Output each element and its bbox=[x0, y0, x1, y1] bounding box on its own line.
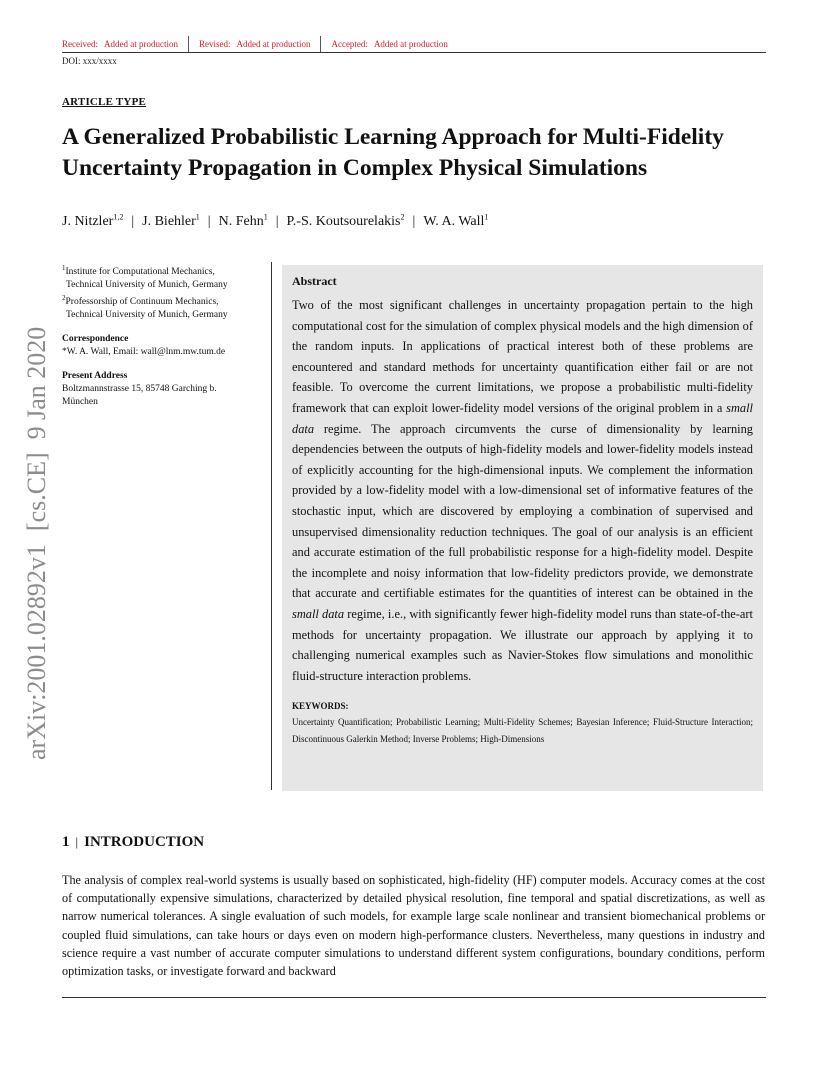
divider: | bbox=[207, 213, 211, 229]
author-info-column bbox=[62, 262, 262, 409]
author: W. A. Wall$^1$ bbox=[423, 212, 489, 229]
author: J. Biehler$^1$ bbox=[142, 212, 200, 229]
received-date: Received: Added at production bbox=[62, 39, 178, 49]
abstract-heading: Abstract bbox=[292, 274, 337, 288]
keywords-heading: KEYWORDS: bbox=[292, 701, 349, 712]
correspondence-heading: Correspondence bbox=[62, 334, 129, 345]
present-address-line: München bbox=[62, 397, 98, 408]
divider: | bbox=[275, 213, 279, 229]
author-list bbox=[62, 212, 488, 230]
keywords-text: Uncertainty Quantification; Probabilistic Learning; Multi-Fidelity Schemes; Bayesian Inference; Fluid-Structure Interaction; Discontinuous Galerkin Method; Inverse Problems; High-Dimensions bbox=[292, 717, 753, 745]
abstract-text: Two of the most significant challenges in uncertainty propagation pertain to the high computational cost for the simulation of complex physical models and the high dimension of the random inputs. In applications of practical interest both of these problems are encountered and standard methods for uncertainty quantification either fail or are not feasible. To overcome the current limitations, we propose a probabilistic multi-fidelity framework that can exploit lower-fidelity model versions of the original problem in a small data regime. The approach circumvents the curse of dimensionality by learning dependencies between the outputs of high-fidelity models and lower-fidelity models instead of explicitly accounting for the high-dimensional inputs. We complement the information provided by a low-fidelity model with a low-dimensional set of informative features of the stochastic input, which are discovered by employing a combination of supervised and unsupervised dimensionality reduction techniques. The goal of our analysis is an efficient and accurate estimation of the full probabilistic response for a high-fidelity model. Despite the incomplete and noisy information that low-fidelity predictors provide, we demonstrate that accurate and certifiable estimates for the quantities of interest can be obtained in the small data regime, i.e., with significantly fewer high-fidelity model runs than state-of-the-art methods for uncertainty propagation. We illustrate our approach by applying it to challenging numerical examples such as Navier-Stokes flow simulations and monolithic fluid-structure interaction problems. bbox=[292, 298, 753, 683]
column-divider bbox=[271, 262, 272, 790]
arxiv-stamp bbox=[0, 0, 60, 1086]
correspondence-text: *W. A. Wall, Email: wall@lnm.mw.tum.de bbox=[62, 347, 226, 358]
present-address-heading: Present Address bbox=[62, 371, 128, 382]
footer-rule bbox=[62, 997, 766, 998]
arxiv-stamp-text: arXiv:2001.02892v1 [cs.CE] 9 Jan 2020 bbox=[22, 326, 51, 760]
author: N. Fehn$^1$ bbox=[218, 212, 268, 229]
divider bbox=[320, 36, 321, 52]
present-address-line: Boltzmannstrasse 15, 85748 Garching b. bbox=[62, 384, 217, 395]
article-type: ARTICLE TYPE bbox=[62, 96, 147, 108]
divider: | bbox=[131, 213, 135, 229]
paper-title: A Generalized Probabilistic Learning Approach for Multi-Fidelity Uncertainty Propagation in Complex Physical Simulations bbox=[62, 124, 724, 181]
section-heading: 1 | INTRODUCTION bbox=[62, 834, 205, 850]
affiliation-1: $^1$Institute for Computational Mechanics, Technical University of Munich, Germany bbox=[62, 264, 228, 291]
divider: | bbox=[412, 213, 416, 229]
accepted-date: Accepted: Added at production bbox=[331, 39, 448, 49]
publication-dates bbox=[62, 36, 766, 52]
header-rule bbox=[62, 52, 766, 53]
author: J. Nitzler$^{1,2}$ bbox=[62, 212, 124, 229]
affiliation-2: $^2$Professorship of Continuum Mechanics, Technical University of Munich, Germany bbox=[62, 294, 228, 321]
doi: DOI: xxx/xxxx bbox=[62, 56, 117, 66]
revised-date: Revised: Added at production bbox=[198, 39, 311, 49]
abstract-box bbox=[282, 265, 763, 791]
divider bbox=[188, 36, 189, 52]
intro-paragraph: The analysis of complex real-world systems is usually based on sophisticated, high-fidelity (HF) computer models. Accuracy comes at the cost of computationally expensive simulations, characterized by detailed physical resolution, fine temporal and spatial discretizations, as well as narrow numerical tolerances. A single evaluation of such models, for example large scale nonlinear and transient biomechanical problems or coupled fluid simulations, can take hours or days even on modern high-performance clusters. Nevertheless, many questions in industry and science require a vast number of accurate computer simulations to understand different system configurations, boundary conditions, perform optimization tasks, or investigate forward and backward bbox=[62, 873, 765, 979]
author: P.-S. Koutsourelakis$^2$ bbox=[286, 212, 405, 229]
